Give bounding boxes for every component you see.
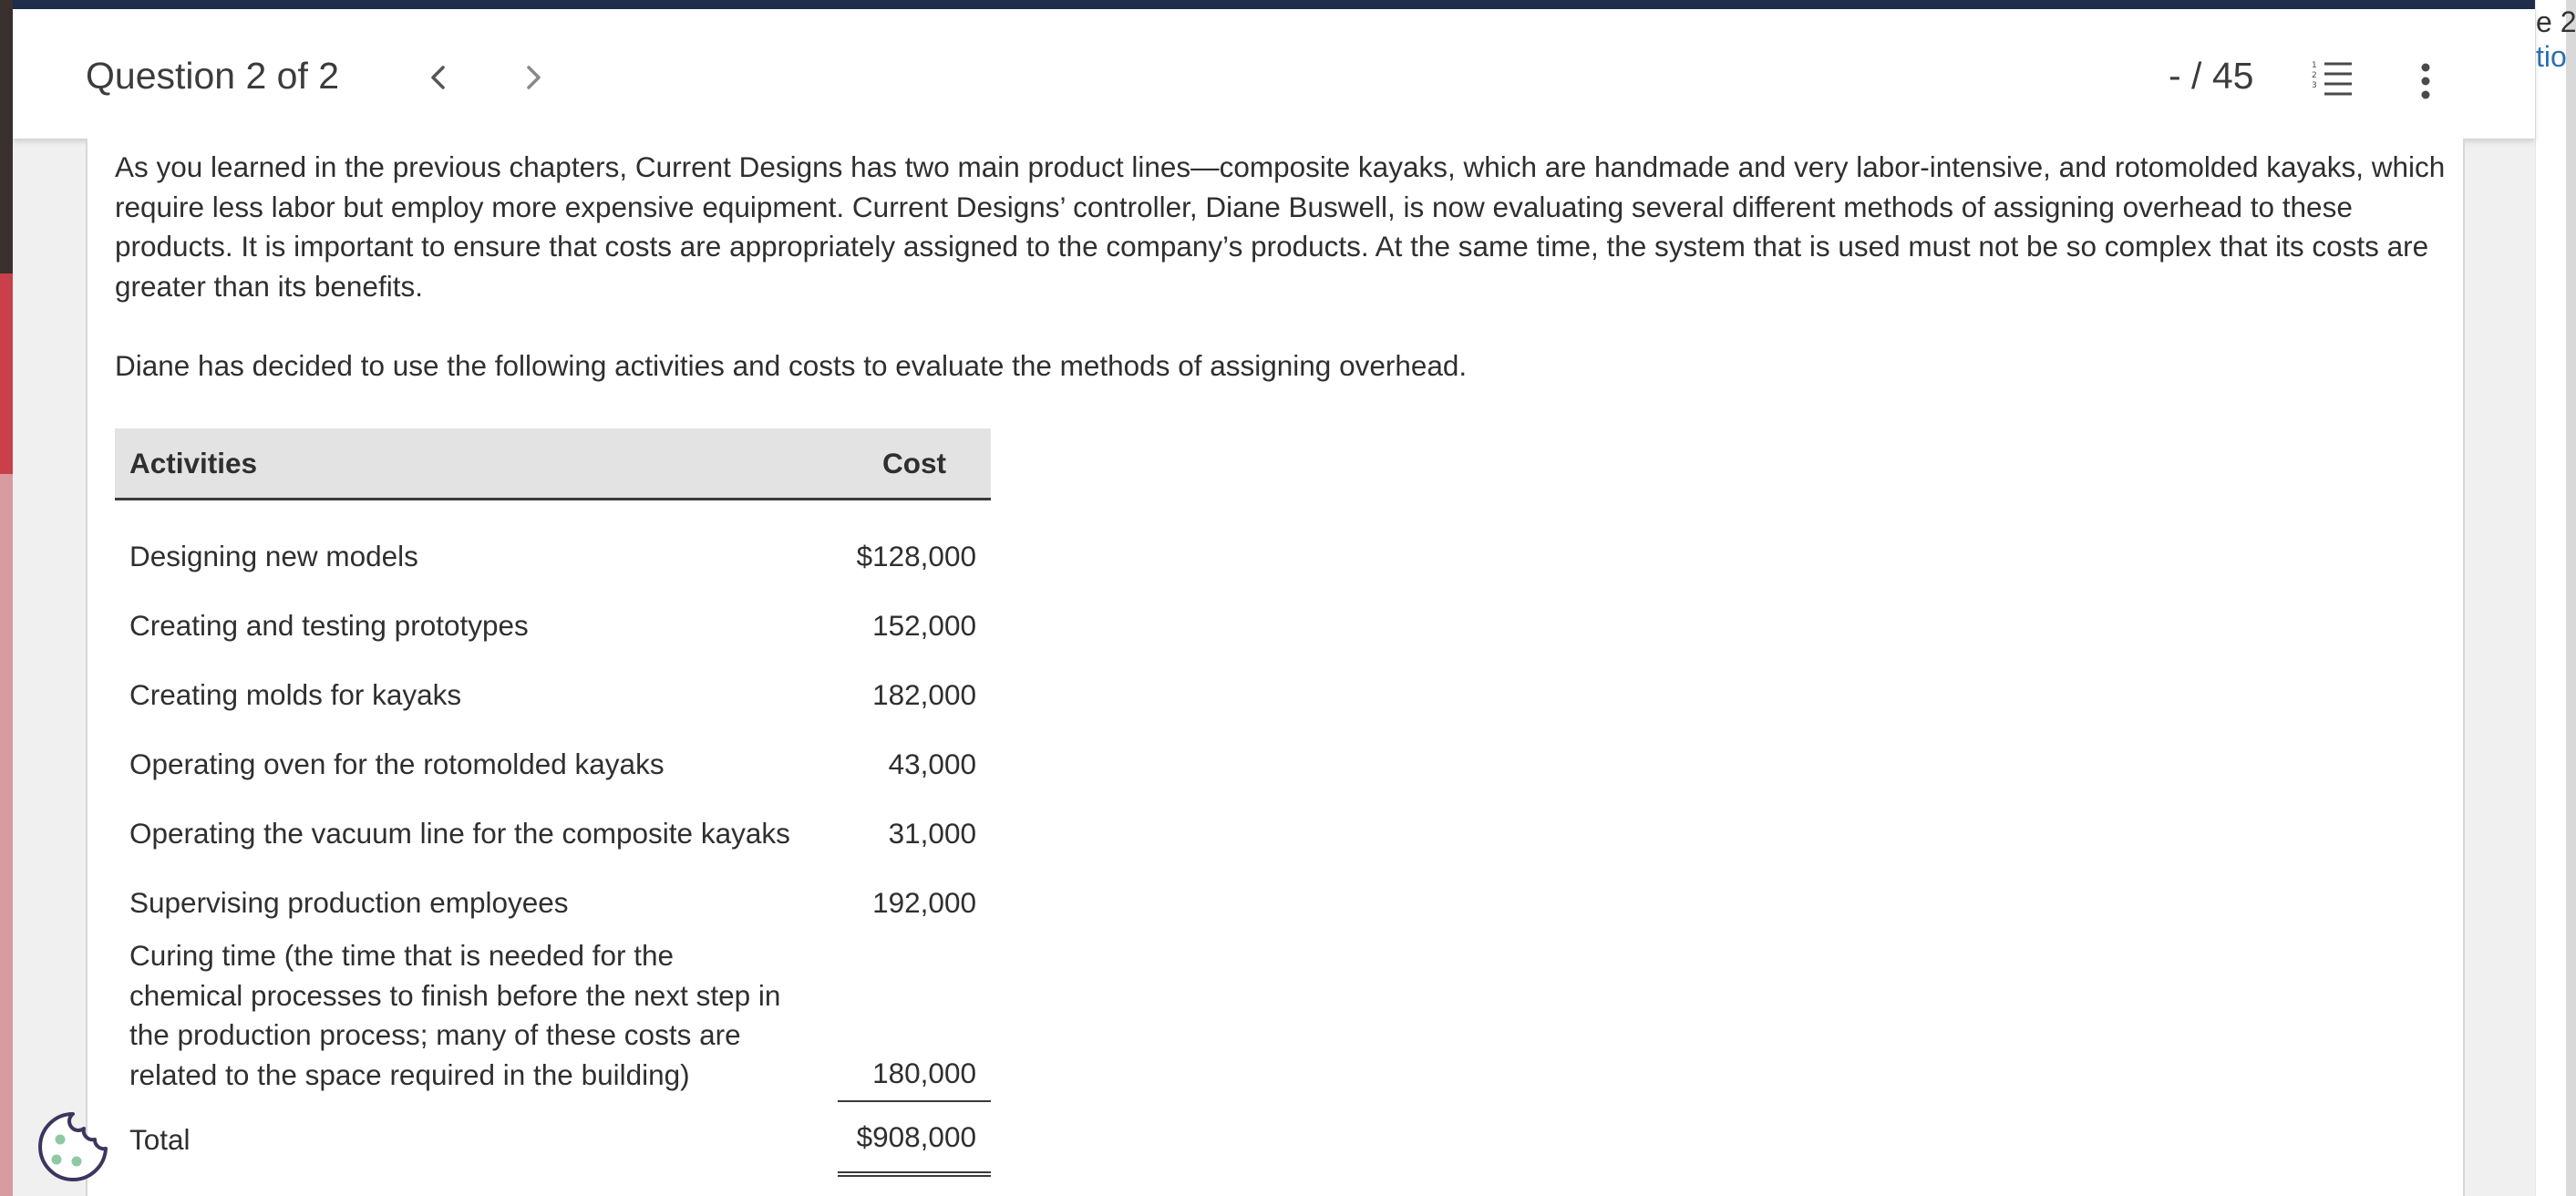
background-window-right xyxy=(2535,0,2576,1196)
total-cost: $908,000 xyxy=(838,1102,991,1177)
table-row xyxy=(115,920,991,1102)
table-row xyxy=(115,500,991,573)
score-display: - / 45 xyxy=(2169,55,2254,97)
activity-cell: Designing new models xyxy=(129,540,418,572)
total-label: Total xyxy=(129,1122,191,1156)
svg-text:3: 3 xyxy=(2312,81,2317,90)
activity-cell: Creating molds for kayaks xyxy=(129,678,462,711)
next-question-button[interactable] xyxy=(510,55,556,100)
activity-cost-table xyxy=(115,428,991,1177)
question-list-button[interactable] xyxy=(2310,58,2355,98)
activity-cell: Creating and testing prototypes xyxy=(129,609,529,642)
activity-cell: Supervising production employees xyxy=(129,886,569,919)
total-row xyxy=(115,1102,991,1177)
question-header xyxy=(13,9,2535,139)
activity-cell: Curing time (the time that is needed for the chemical processes to finish before the next step in the production process; many of these costs are related to the space required in the building) xyxy=(129,939,781,1091)
question-window xyxy=(13,0,2535,1196)
cost-cell: 43,000 xyxy=(888,748,976,780)
peek-text-1: e 2 xyxy=(2536,5,2576,38)
table-row xyxy=(115,643,991,712)
question-content xyxy=(86,139,2465,1196)
cost-cell: 182,000 xyxy=(872,678,976,711)
activity-cell: Operating the vacuum line for the composite kayaks xyxy=(129,817,790,850)
chevron-right-icon xyxy=(510,55,556,100)
background-strip-left xyxy=(0,0,13,1196)
intro-paragraph: As you learned in the previous chapters, Current Designs has two main product lines—composite kayaks, which are handmade and very labor-intensive, and rotomolded kayaks, which require less labor but employ more expensive equipment. Current Designs’ controller, Diane Buswell, is now evaluating several different methods of assigning overhead to these products. It is important to ensure that costs are appropriately assigned to the company’s products. At the same time, the system that is used must not be so complex that its costs are greater than its benefits. xyxy=(115,150,2446,303)
svg-text:2: 2 xyxy=(2312,71,2317,80)
question-label: Question 2 of 2 xyxy=(86,55,340,97)
cost-cell: 152,000 xyxy=(872,609,976,642)
cookie-settings-button[interactable] xyxy=(35,1108,111,1185)
previous-question-button[interactable] xyxy=(416,55,461,100)
cookie-icon xyxy=(35,1108,111,1185)
more-vertical-icon xyxy=(2412,58,2439,104)
table-row xyxy=(115,781,991,851)
cost-cell: 192,000 xyxy=(872,886,976,919)
activities-header: Activities xyxy=(115,428,808,500)
table-row xyxy=(115,851,991,920)
table-row xyxy=(115,573,991,643)
instruction-paragraph: Diane has decided to use the following activities and costs to evaluate the methods of assigning overhead. xyxy=(115,349,1468,382)
table-row xyxy=(115,712,991,781)
cost-cell: 180,000 xyxy=(838,920,991,1102)
more-options-button[interactable] xyxy=(2412,58,2439,104)
cost-cell: 31,000 xyxy=(888,817,976,850)
top-stripe xyxy=(13,0,2535,9)
peek-text-2: tio xyxy=(2536,40,2567,73)
chevron-left-icon xyxy=(416,55,461,100)
cost-cell: $128,000 xyxy=(856,540,976,572)
numbered-list-icon xyxy=(2310,58,2355,98)
cost-header: Cost xyxy=(838,428,991,500)
svg-text:1: 1 xyxy=(2312,61,2317,70)
activity-cell: Operating oven for the rotomolded kayaks xyxy=(129,748,665,780)
